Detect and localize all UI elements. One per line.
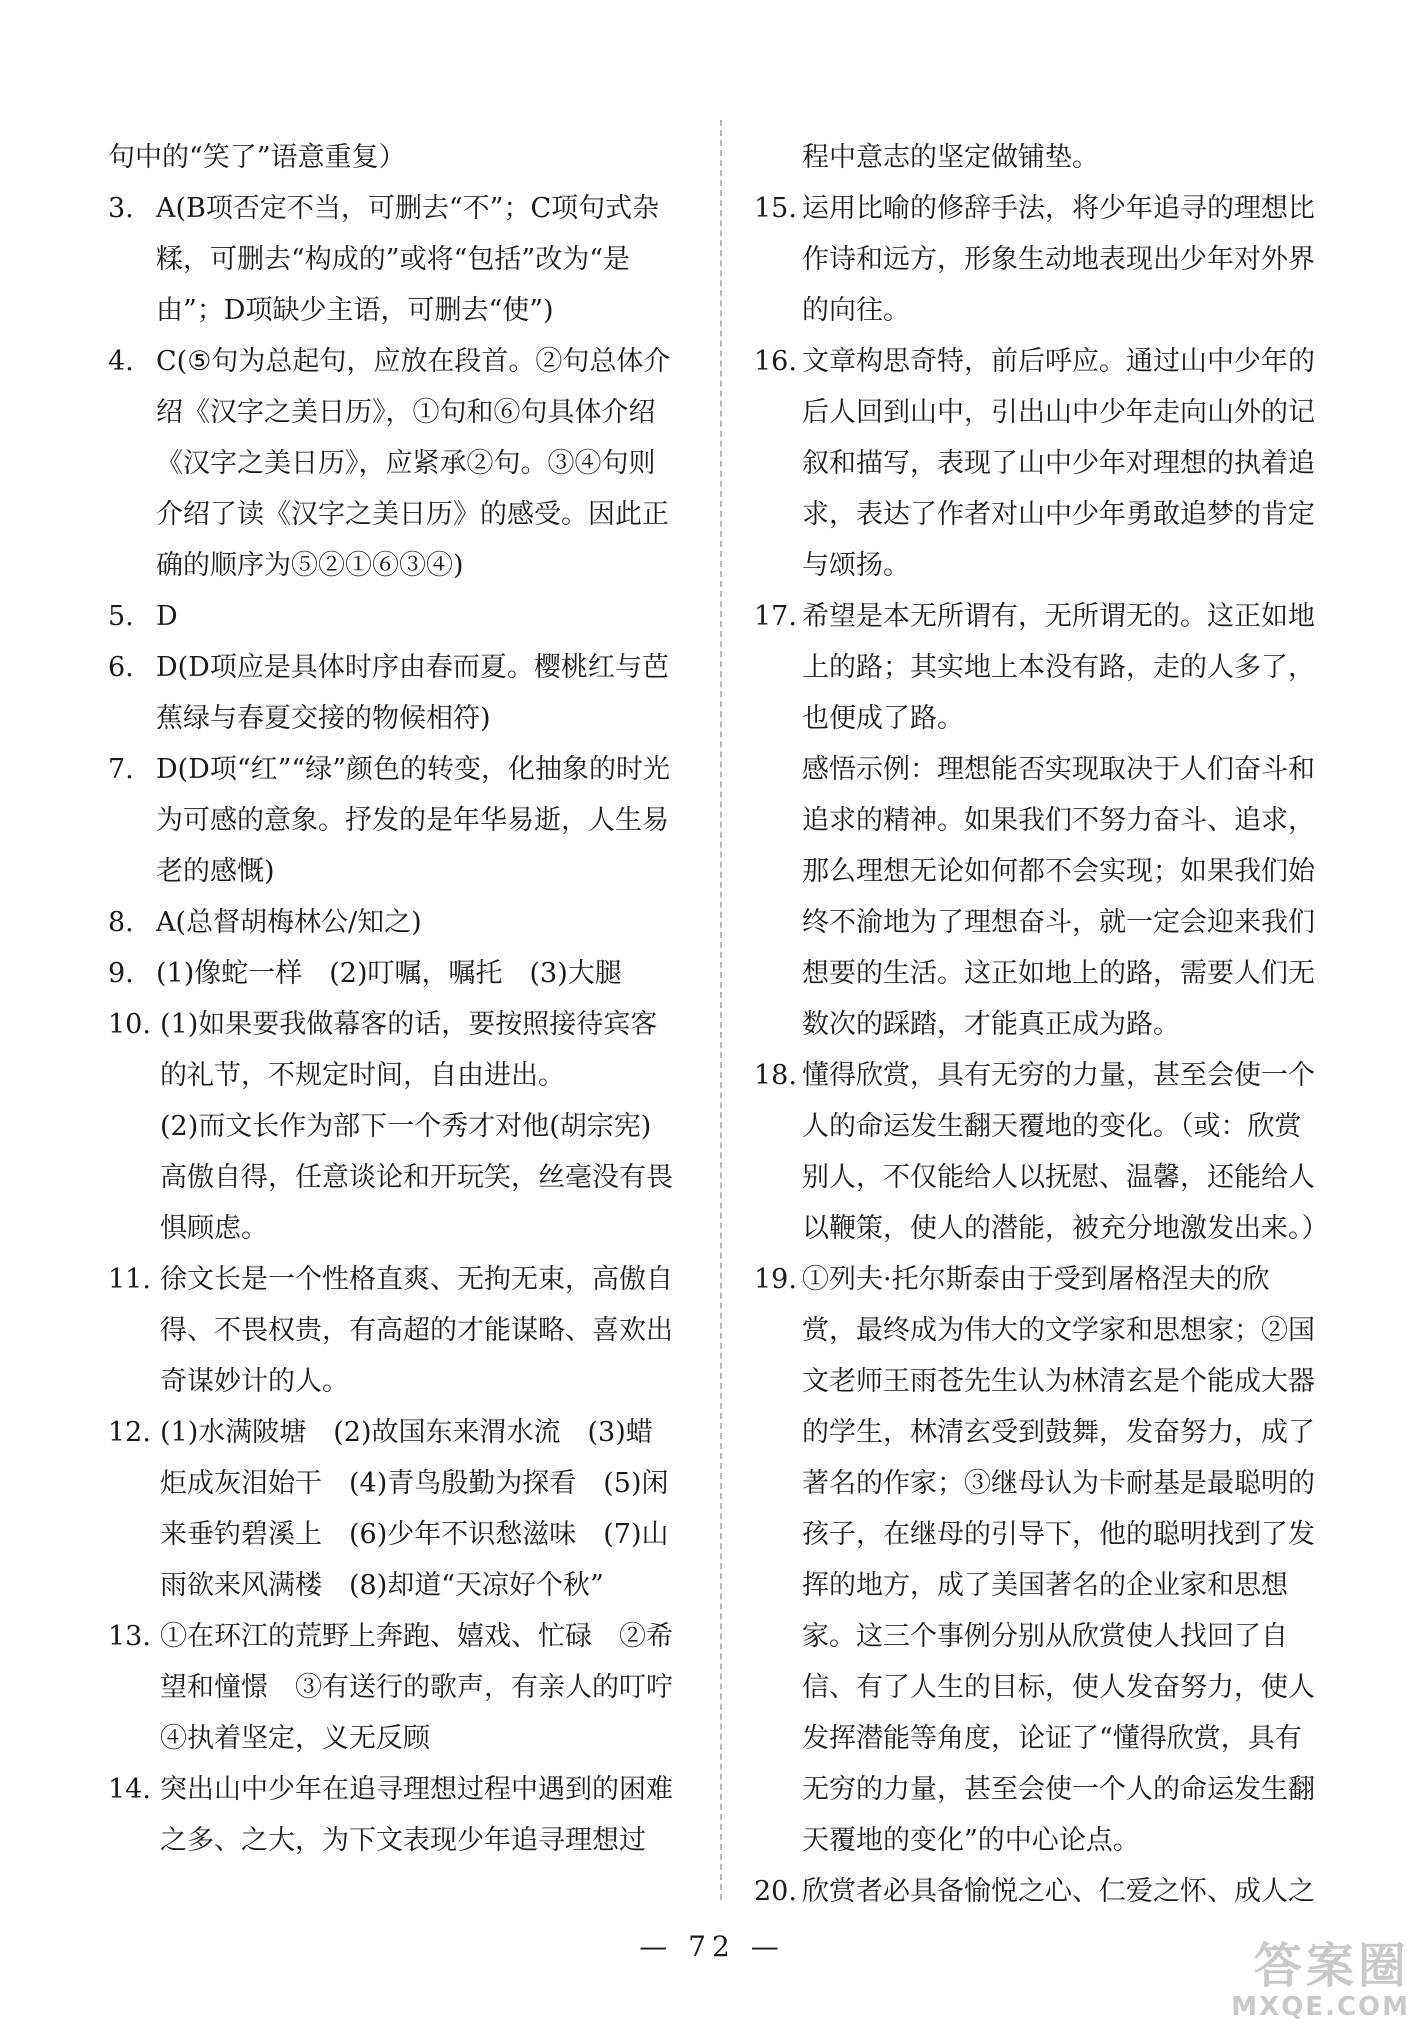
answer-item-10 xyxy=(108,999,673,1101)
answer-text: (1)像蛇一样 (2)叮嘱，嘱托 (3)大腿 xyxy=(156,958,622,989)
answer-number: 3. xyxy=(108,193,134,224)
answer-text: (1)如果要我做幕客的话，要按照接待宾客的礼节，不规定时间，自由进出。 xyxy=(160,1009,658,1091)
answer-number: 5. xyxy=(108,601,134,632)
answer-item xyxy=(754,1254,1319,1866)
answer-item xyxy=(108,948,673,999)
answer-item xyxy=(754,183,1319,336)
answer-text: 文章构思奇特，前后呼应。通过山中少年的后人回到山中，引出山中少年走向山外的记叙和描写，表现了山中少年对理想的执着追求，表达了作者对山中少年勇敢追梦的肯定与颂扬。 xyxy=(802,346,1315,581)
watermark-logo xyxy=(1210,1940,1410,2030)
answer-text: 懂得欣赏，具有无穷的力量，甚至会使一个人的命运发生翻天覆地的变化。（或：欣赏别人，不仅能给人以抚慰、温馨，还能给人以鞭策，使人的潜能，被充分地激发出来。） xyxy=(802,1060,1329,1244)
answer-text: D xyxy=(156,601,178,632)
answer-item-17 xyxy=(754,591,1319,744)
answer-subtext: (2)而文长作为部下一个秀才对他(胡宗宪)高傲自得，任意谈论和开玩笑，丝毫没有畏惧顾虑。 xyxy=(160,1111,673,1244)
answer-item xyxy=(754,1050,1329,1254)
answer-text: ①列夫·托尔斯泰由于受到屠格涅夫的欣赏，最终成为伟大的文学家和思想家；②国文老师王雨苍先生认为林清玄是个能成大器的学生，林清玄受到鼓舞，发奋努力，成了著名的作家；③继母认为卡耐基是最聪明的孩子，在继母的引导下，他的聪明找到了发挥的地方，成了美国著名的企业家和思想家。这三个事例分别从欣赏使人找回了自信、有了人生的目标，使人发奋努力，使人发挥潜能等角度，论证了“懂得欣赏，具有无穷的力量，甚至会使一个人的命运发生翻天覆地的变化”的中心论点。 xyxy=(802,1264,1315,1856)
answer-item xyxy=(108,336,673,591)
answer-number: 16. xyxy=(754,346,797,377)
watermark-title: 答案圈 xyxy=(1253,1938,1410,1994)
answer-number: 19. xyxy=(754,1264,797,1295)
answer-number: 6. xyxy=(108,652,134,683)
answer-item xyxy=(108,183,673,336)
left-column xyxy=(108,132,700,1866)
answer-item xyxy=(108,1611,700,1764)
answer-text: 欣赏者必具备愉悦之心、仁爱之怀、成人之 xyxy=(802,1876,1315,1907)
answer-text: 希望是本无所谓有，无所谓无的。这正如地上的路；其实地上本没有路，走的人多了，也便成了路。 xyxy=(802,601,1315,734)
answer-text: A(总督胡梅林公/知之) xyxy=(156,907,422,938)
answer-item xyxy=(108,1764,673,1866)
answer-number: 15. xyxy=(754,193,797,224)
answer-text: D(D项“红”“绿”颜色的转变，化抽象的时光为可感的意象。抒发的是年华易逝，人生易老的感慨) xyxy=(156,754,671,887)
answer-number: 12. xyxy=(108,1417,151,1448)
answer-subtext: 感悟示例：理想能否实现取决于人们奋斗和追求的精神。如果我们不努力奋斗、追求，那么理想无论如何都不会实现；如果我们始终不渝地为了理想奋斗，就一定会迎来我们想要的生活。这正如地上的路，需要人们无数次的踩踏，才能真正成为路。 xyxy=(802,754,1315,1040)
column-divider xyxy=(720,120,722,1900)
answer-number: 10. xyxy=(108,1009,151,1040)
answer-item xyxy=(108,744,673,897)
answer-text: 运用比喻的修辞手法，将少年追寻的理想比作诗和远方，形象生动地表现出少年对外界的向往。 xyxy=(802,193,1315,326)
answer-number: 20. xyxy=(754,1876,797,1907)
answer-item xyxy=(754,1866,1319,1917)
answer-number: 17. xyxy=(754,601,797,632)
answer-text: ①在环江的荒野上奔跑、嬉戏、忙碌 ②希望和憧憬 ③有送行的歌声，有亲人的叮咛 ④执着坚定，义无反顾 xyxy=(160,1621,700,1754)
answer-text: A(B项否定不当，可删去“不”；C项句式杂糅，可删去“构成的”或将“包括”改为“是由”；D项缺少主语，可删去“使”) xyxy=(156,193,660,326)
right-column xyxy=(754,132,1329,1917)
answer-item xyxy=(108,591,673,642)
answer-text: 徐文长是一个性格直爽、无拘无束，高傲自得、不畏权贵，有高超的才能谋略、喜欢出奇谋妙计的人。 xyxy=(160,1264,673,1397)
answer-number: 14. xyxy=(108,1774,151,1805)
answer-number: 11. xyxy=(108,1264,151,1295)
answer-text: (1)水满陂塘 (2)故国东来渭水流 (3)蜡炬成灰泪始干 (4)青鸟殷勤为探看 (5)闲来垂钓碧溪上 (6)少年不识愁滋味 (7)山雨欲来风满楼 (8)却道“天凉好个秋” xyxy=(160,1417,669,1601)
answer-item xyxy=(108,1407,673,1611)
page-number: — 72 — xyxy=(639,1930,785,1963)
continuation-text: 程中意志的坚定做铺垫。 xyxy=(802,142,1099,173)
answer-number: 18. xyxy=(754,1060,797,1091)
answer-number: 4. xyxy=(108,346,134,377)
answer-number: 13. xyxy=(108,1621,151,1652)
answer-text: C(⑤句为总起句，应放在段首。②句总体介绍《汉字之美日历》，①句和⑥句具体介绍《汉字之美日历》，应紧承②句。③④句则介绍了读《汉字之美日历》的感受。因此正确的顺序为⑤②①⑥③④) xyxy=(156,346,671,581)
answer-number: 8. xyxy=(108,907,134,938)
answer-text: 突出山中少年在追寻理想过程中遇到的困难之多、之大，为下文表现少年追寻理想过 xyxy=(160,1774,673,1856)
watermark-domain: MXQE.COM xyxy=(1231,1992,1410,2022)
answer-text: D(D项应是具体时序由春而夏。樱桃红与芭蕉绿与春夏交接的物候相符) xyxy=(156,652,669,734)
answer-item xyxy=(754,336,1319,591)
continuation-text: 句中的“笑了”语意重复） xyxy=(108,142,406,173)
answer-item xyxy=(108,1254,673,1407)
answer-number: 7. xyxy=(108,754,134,785)
answer-item xyxy=(108,642,673,744)
answer-number: 9. xyxy=(108,958,134,989)
answer-item xyxy=(108,897,673,948)
